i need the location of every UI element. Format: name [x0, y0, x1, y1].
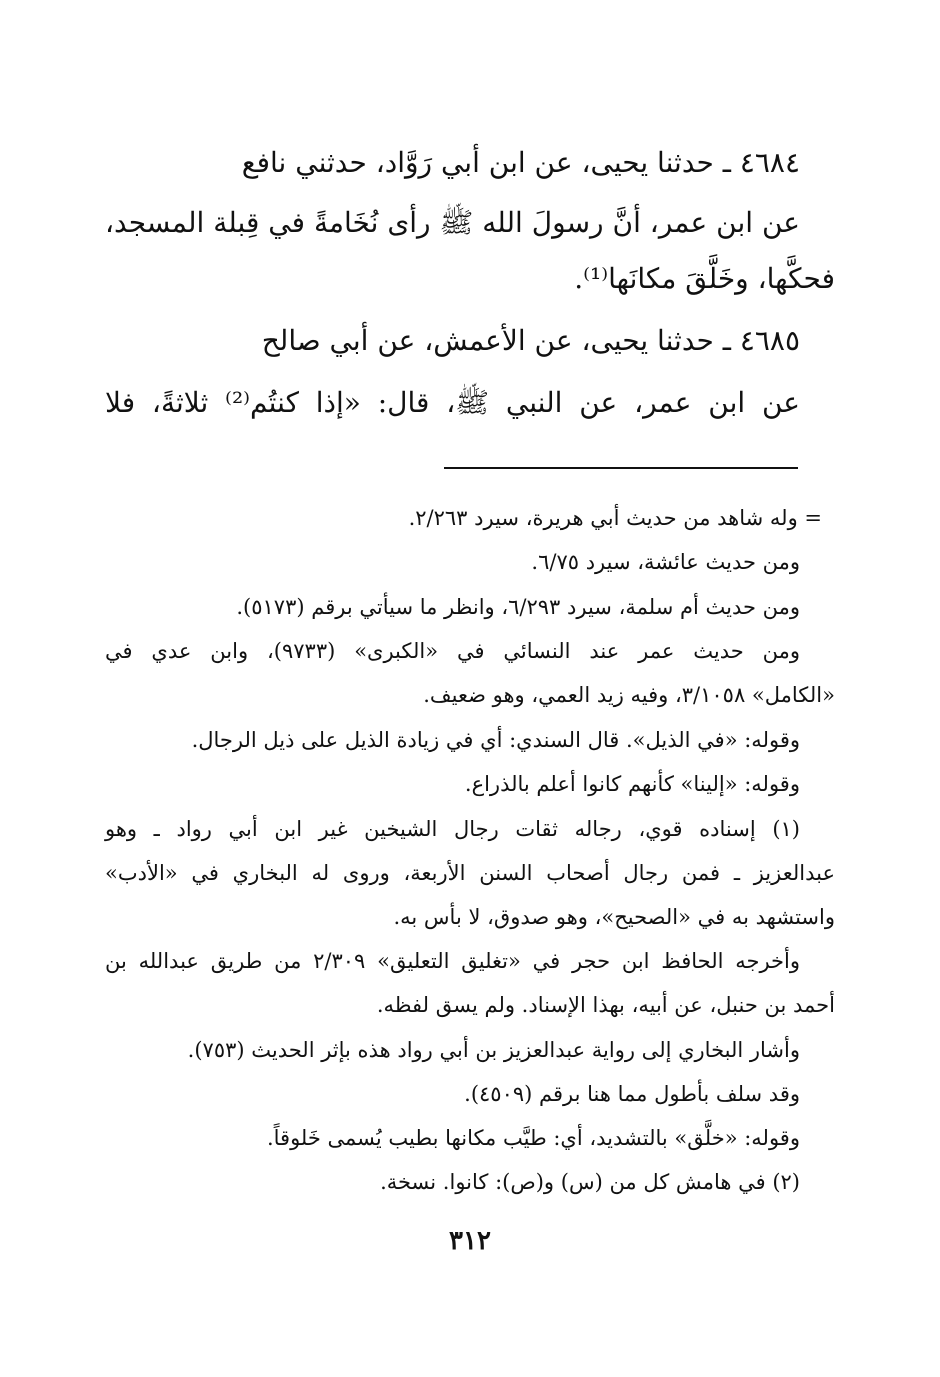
footnote-separator	[444, 467, 798, 469]
footnote-1-line: وأشار البخاري إلى رواية عبدالعزيز بن أبي رواد هذه بإثر الحديث (٧٥٣).	[187, 1038, 800, 1062]
footnote-line: وقوله: «إلينا» كأنهم كانوا أعلم بالذراع.	[464, 772, 800, 796]
footnote-line: ومن حديث أم سلمة، سيرد ٦/٢٩٣، وانظر ما سيأتي برقم (٥١٧٣).	[236, 595, 800, 619]
footnote-1-line: واستشهد به في «الصحيح»، وهو صدوق، لا بأس به.	[393, 905, 835, 929]
footnote-line: = وله شاهد من حديث أبي هريرة، سيرد ٢/٢٦٣.	[408, 506, 822, 530]
footnote-line: ومن حديث عائشة، سيرد ٦/٧٥.	[531, 550, 800, 574]
hadith-4685-line-2: عن ابن عمر، عن النبي ﷺ، قال: «إذا كنتُم⁽²⁾ ثلاثةً، فلا	[105, 386, 800, 419]
footnote-1-line: وقد سلف بأطول مما هنا برقم (٤٥٠٩).	[464, 1082, 800, 1106]
hadith-4684-line-2: عن ابن عمر، أنَّ رسولَ الله ﷺ رأى نُخَامةً في قِبلة المسجد،	[105, 206, 800, 239]
hadith-4684-line-3: فحكَّها، وخَلَّقَ مكانَها⁽¹⁾.	[574, 262, 835, 295]
footnote-1-line: عبدالعزيز ـ فمن رجال أصحاب السنن الأربعة، وروى له البخاري في «الأدب»	[105, 861, 835, 885]
hadith-4684-line-1: ٤٦٨٤ ـ حدثنا يحيى، عن ابن أبي رَوَّاد، حدثني نافع	[241, 146, 800, 179]
footnote-1-line: أحمد بن حنبل، عن أبيه، بهذا الإسناد. ولم يسق لفظه.	[376, 993, 835, 1017]
footnote-1-line: (١) إسناده قوي، رجاله ثقات رجال الشيخين غير ابن أبي رواد ـ وهو	[105, 817, 800, 841]
footnote-1-line: وأخرجه الحافظ ابن حجر في «تغليق التعليق» ٢/٣٠٩ من طريق عبدالله بن	[105, 949, 800, 973]
page-number: ٣١٢	[449, 1226, 491, 1256]
hadith-4685-line-1: ٤٦٨٥ ـ حدثنا يحيى، عن الأعمش، عن أبي صالح	[261, 324, 800, 357]
footnote-2-line: (٢) في هامش كل من (س) و(ص): كانوا. نسخة.	[380, 1170, 800, 1194]
footnote-line: «الكامل» ٣/١٠٥٨، وفيه زيد العمي، وهو ضعيف.	[423, 683, 835, 707]
footnote-line: وقوله: «في الذيل». قال السندي: أي في زيادة الذيل على ذيل الرجال.	[191, 728, 800, 752]
footnote-line: ومن حديث عمر عند النسائي في «الكبرى» (٩٧٣٣)، وابن عدي في	[105, 639, 800, 663]
footnote-1-line: وقوله: «خلَّق» بالتشديد، أي: طيَّب مكانها بطيب يُسمى خَلوقاً.	[266, 1126, 800, 1150]
